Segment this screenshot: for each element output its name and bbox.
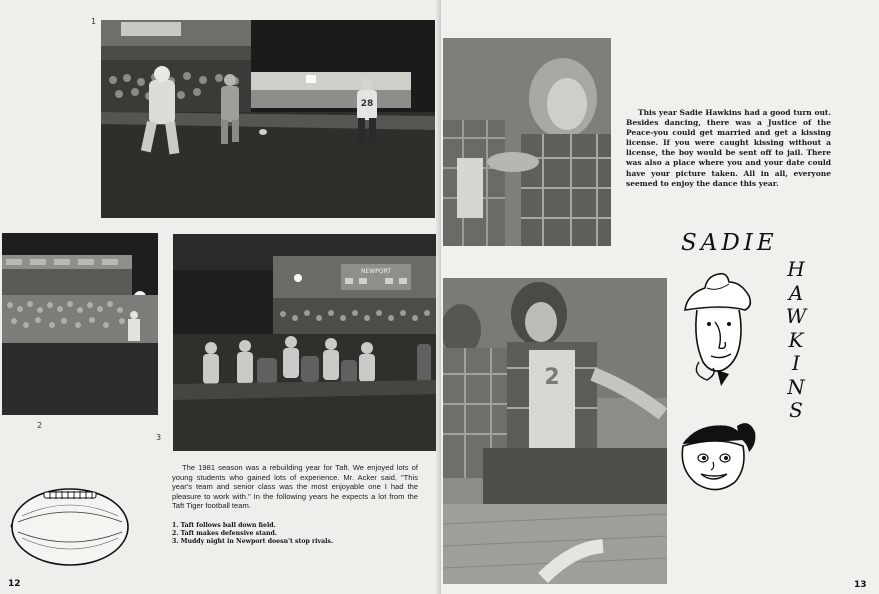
scoreboard-text: NEWPORT — [361, 268, 391, 275]
football-photo-1 — [101, 20, 435, 218]
hawkins-letter: H — [787, 257, 805, 281]
hillbilly-cartoon-icon — [677, 270, 757, 390]
caption-3: 3. Muddy night in Newport doesn't stop rivals. — [172, 538, 334, 545]
right-page — [441, 0, 879, 594]
girl-cartoon-icon — [677, 418, 761, 496]
hawkins-letter: I — [792, 351, 800, 375]
caption-1: 1. Taft follows ball down field. — [172, 522, 276, 529]
football-photo-3 — [173, 234, 440, 451]
football-article-paragraph — [172, 463, 418, 511]
left-page-number: 12 — [8, 579, 21, 589]
sadie-photo-bottom — [443, 278, 667, 584]
football-drawing-icon — [8, 484, 132, 570]
hawkins-letter: N — [787, 374, 805, 399]
jersey-number: 28 — [360, 99, 374, 109]
hawkins-title — [785, 258, 807, 423]
hawkins-letter: S — [789, 398, 803, 422]
hawkins-letter: W — [785, 304, 807, 328]
svg-text:2: 2 — [544, 365, 560, 390]
hawkins-letter: K — [788, 327, 804, 352]
photo-number-2: 2 — [37, 421, 43, 430]
sadie-title: SADIE — [681, 230, 778, 256]
caption-2: 2. Taft makes defensive stand. — [172, 530, 277, 537]
sadie-article-paragraph — [626, 108, 831, 189]
football-photo-2 — [2, 233, 158, 415]
photo-number-1: 1 — [91, 17, 97, 26]
photo-number-3: 3 — [156, 433, 162, 442]
sadie-photo-top — [443, 38, 611, 246]
hawkins-letter: A — [788, 280, 804, 305]
photo-captions — [172, 522, 412, 546]
right-page-number: 13 — [854, 580, 867, 590]
football-paragraph-text: The 1981 season was a rebuilding year for Taft. We enjoyed lots of young students who gained lots of experience. Mr. Acker said, "This year's team and senior class was the most enjoyable one I had the pleasure to work with." In the following years he expects a lot from the Taft Tiger football team. — [172, 463, 418, 511]
sadie-paragraph-text: This year Sadie Hawkins had a good turn out. Besides dancing, there was a Justice of the Peace-you could get married and get a kissing license. If you were caught kissing without a license, the boy would be sent off to jail. There was also a place where you and your date could have your picture taken. All in all, everyone seemed to enjoy the dance this year. — [626, 108, 831, 188]
